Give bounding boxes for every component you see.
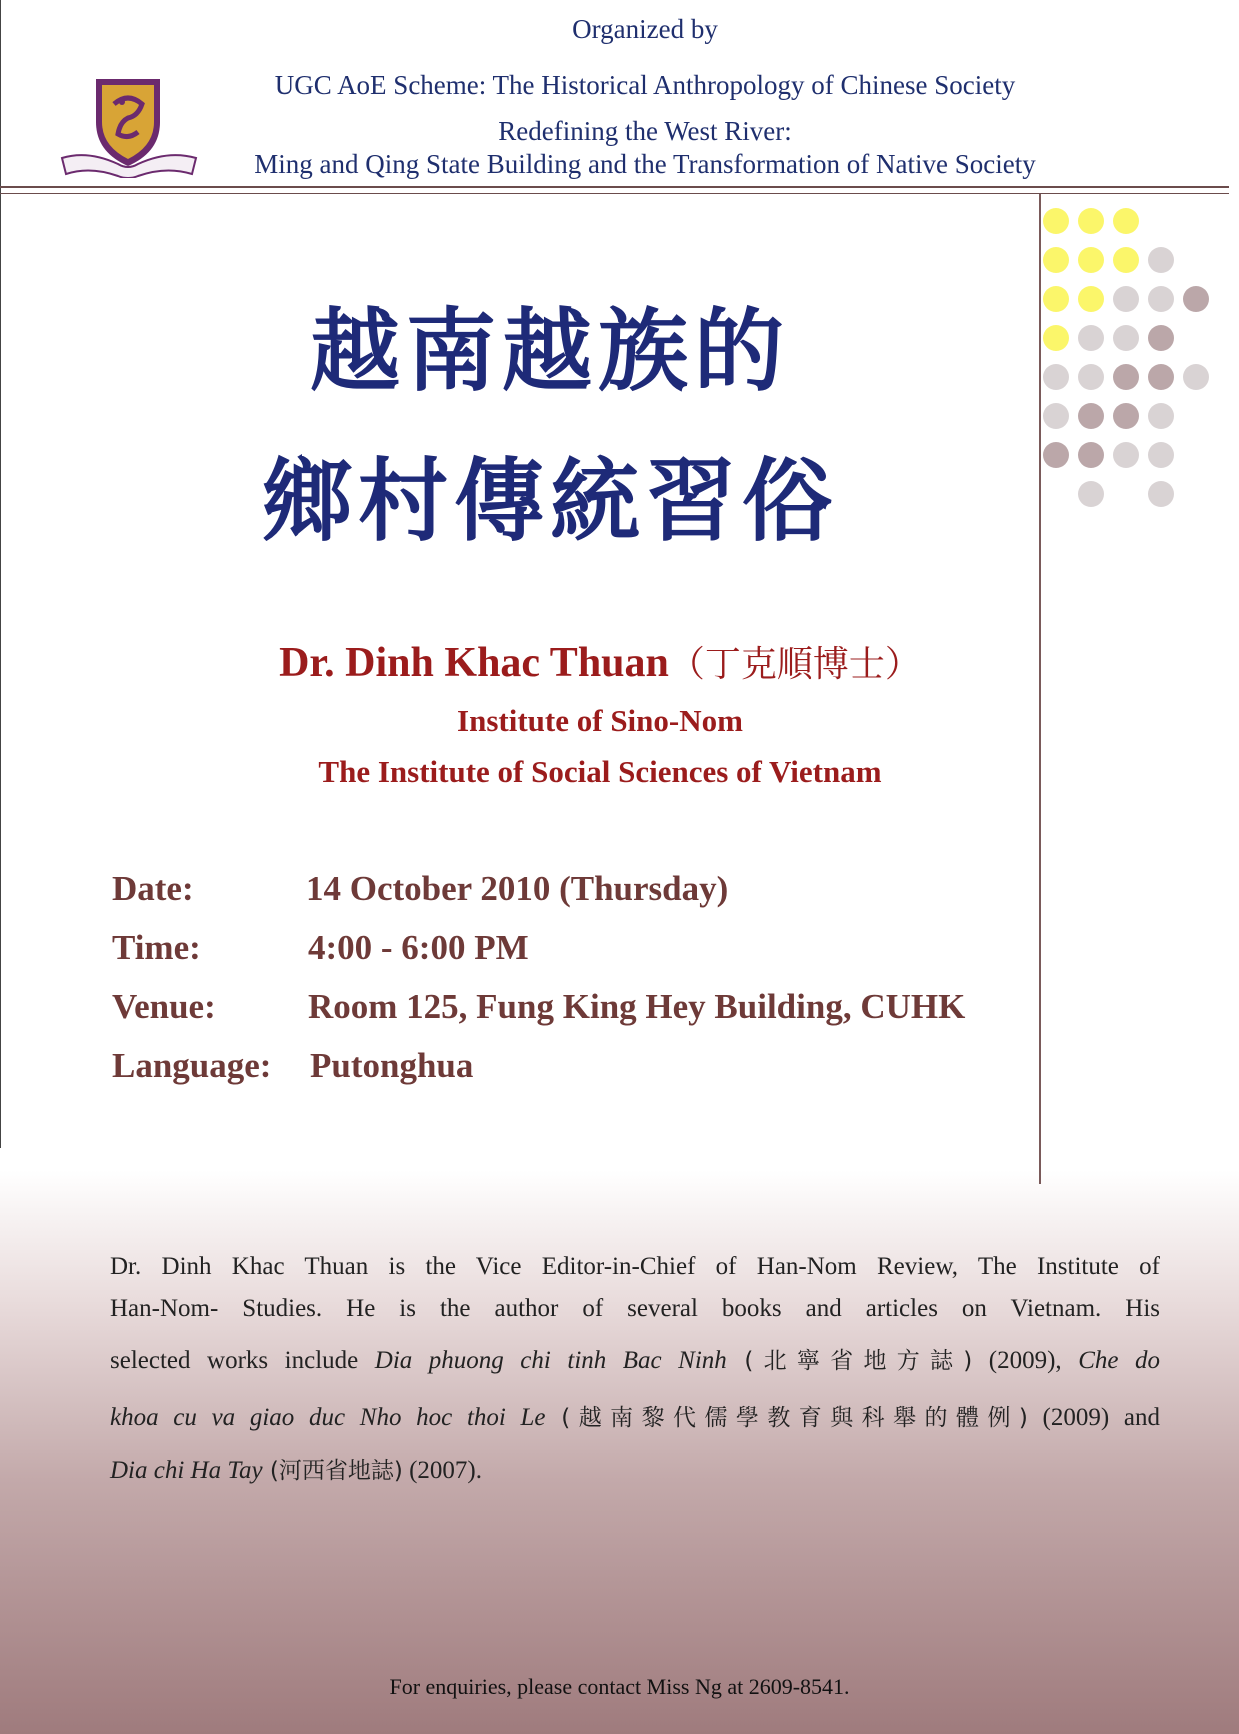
- decorative-dot: [1113, 325, 1139, 351]
- work-3-year: (2007).: [402, 1457, 482, 1484]
- decorative-dot: [1148, 364, 1174, 390]
- venue-value: Room 125, Fung King Hey Building, CUHK: [308, 987, 966, 1026]
- decorative-dot: [1043, 364, 1069, 390]
- decorative-dot: [1043, 208, 1069, 234]
- bio-works-intro: selected works include: [110, 1347, 375, 1374]
- project-subtitle: Ming and Qing State Building and the Transformation of Native Society: [254, 149, 1036, 179]
- decorative-dot: [1148, 442, 1174, 468]
- decorative-dot: [1148, 403, 1174, 429]
- decorative-dot: [1043, 325, 1069, 351]
- title-line-1: 越南越族的: [310, 299, 790, 404]
- decorative-dot: [1113, 442, 1139, 468]
- decorative-dot: [1078, 325, 1104, 351]
- decorative-dot: [1148, 481, 1174, 507]
- decorative-dot: [1078, 403, 1104, 429]
- decorative-dot: [1113, 208, 1139, 234]
- bio-line-3: [110, 1338, 1160, 1395]
- work-2-cn-title: (越南黎代儒學教育與科舉的體例): [545, 1405, 1028, 1431]
- language-value: Putonghua: [310, 1046, 474, 1085]
- date-value: 14 October 2010 (Thursday): [306, 869, 729, 908]
- decorative-dot: [1113, 403, 1139, 429]
- bio-line-5: [110, 1452, 1160, 1492]
- date-label: Date:: [112, 869, 194, 908]
- bio-line-4: [110, 1395, 1160, 1452]
- work-2-title-part-b: khoa cu va giao duc Nho hoc thoi Le: [110, 1404, 546, 1431]
- decorative-dot: [1113, 286, 1139, 312]
- speaker-bio: [110, 1254, 1160, 1492]
- time-label: Time:: [112, 928, 201, 967]
- cuhk-crest-icon: [58, 74, 200, 178]
- work-1-year: (2009),: [972, 1347, 1079, 1374]
- speaker-name: [200, 636, 1000, 687]
- language-label: Language:: [112, 1046, 272, 1085]
- decorative-dot: [1078, 481, 1104, 507]
- decorative-dot: [1043, 442, 1069, 468]
- decorative-dot: [1148, 286, 1174, 312]
- decorative-dot-grid: [1036, 205, 1239, 515]
- decorative-dot: [1078, 364, 1104, 390]
- work-2-title-part-a: Che do: [1078, 1347, 1160, 1374]
- enquiry-contact: For enquiries, please contact Miss Ng at 2609-8541.: [389, 1674, 850, 1699]
- title-line-2: 鄉村傳統習俗: [262, 449, 838, 554]
- header-divider-top: [0, 186, 1229, 188]
- speaker-affiliation-1: Institute of Sino-Nom: [457, 703, 743, 738]
- header-divider-bottom: [0, 193, 1229, 194]
- decorative-dot: [1078, 208, 1104, 234]
- decorative-dot: [1183, 286, 1209, 312]
- decorative-dot: [1078, 286, 1104, 312]
- decorative-dot: [1148, 325, 1174, 351]
- decorative-dot: [1043, 403, 1069, 429]
- work-1-cn-title: (北寧省地方誌): [726, 1348, 973, 1374]
- speaker-name-cn: （丁克順博士）: [668, 644, 921, 685]
- bio-line-2: Han-Nom- Studies. He is the author of several books and articles on Vietnam. His: [110, 1295, 1160, 1322]
- work-3-title: Dia chi Ha Tay: [110, 1457, 263, 1484]
- organizer-scheme: UGC AoE Scheme: The Historical Anthropology of Chinese Society: [274, 70, 1016, 100]
- decorative-dot: [1183, 364, 1209, 390]
- decorative-dot: [1113, 364, 1139, 390]
- time-value: 4:00 - 6:00 PM: [308, 928, 529, 967]
- decorative-dot: [1078, 247, 1104, 273]
- organized-by-label: Organized by: [572, 14, 718, 44]
- work-2-year: (2009) and: [1027, 1404, 1160, 1431]
- decorative-dot: [1043, 286, 1069, 312]
- speaker-affiliation-2: The Institute of Social Sciences of Vietnam: [318, 754, 882, 789]
- work-3-cn-title: (河西省地誌): [262, 1458, 403, 1484]
- bio-line-1: Dr. Dinh Khac Thuan is the Vice Editor-in-Chief of Han-Nom Review, The Institute of: [110, 1253, 1160, 1280]
- work-1-title: Dia phuong chi tinh Bac Ninh: [374, 1347, 727, 1374]
- decorative-dot: [1043, 247, 1069, 273]
- decorative-dot: [1078, 442, 1104, 468]
- speaker-name-en: Dr. Dinh Khac Thuan: [279, 640, 669, 686]
- decorative-dot: [1113, 247, 1139, 273]
- decorative-dot: [1148, 247, 1174, 273]
- venue-label: Venue:: [112, 987, 216, 1026]
- project-title: Redefining the West River:: [498, 116, 792, 146]
- left-border-rule: [0, 0, 1, 1148]
